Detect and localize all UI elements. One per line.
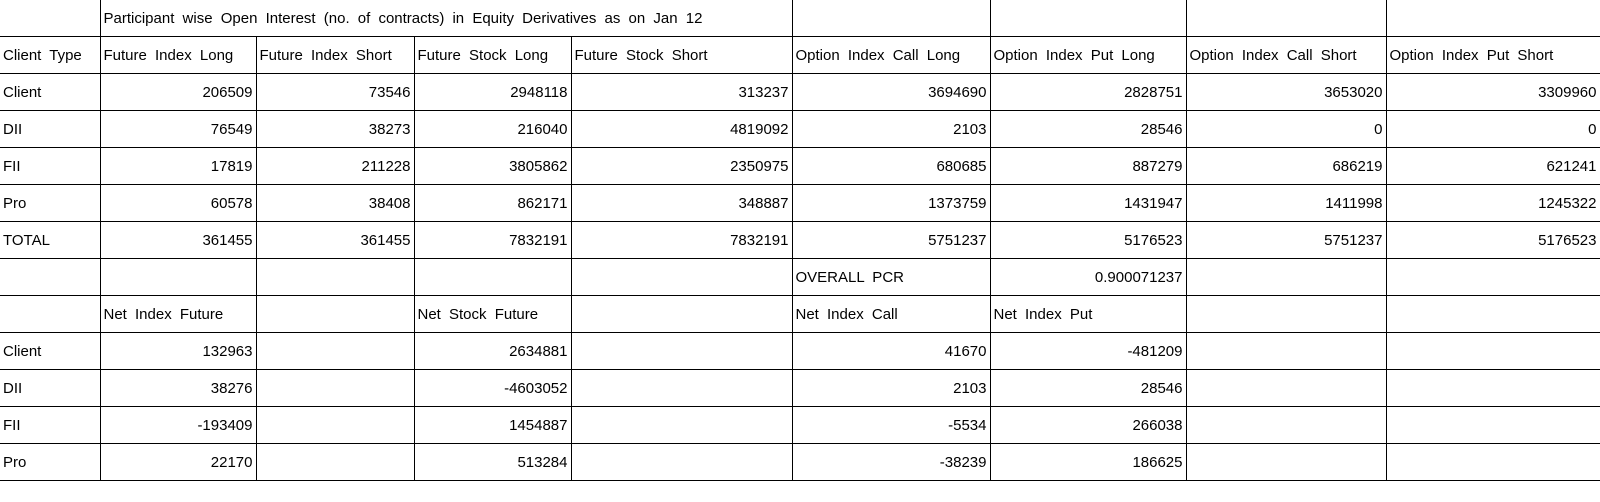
- value-cell: -4603052: [414, 370, 571, 407]
- table-row: [0, 222, 1600, 259]
- net-header-cell: Net Index Call: [792, 296, 990, 333]
- empty-cell: [1186, 370, 1386, 407]
- value-cell: 5751237: [792, 222, 990, 259]
- value-cell: 7832191: [571, 222, 792, 259]
- table-row: [0, 111, 1600, 148]
- value-cell: 2634881: [414, 333, 571, 370]
- empty-cell: [1386, 0, 1600, 37]
- value-cell: 28546: [990, 370, 1186, 407]
- net-header-cell: Net Stock Future: [414, 296, 571, 333]
- empty-cell: [571, 296, 792, 333]
- net-row: [0, 407, 1600, 444]
- value-cell: 680685: [792, 148, 990, 185]
- empty-cell: [100, 259, 256, 296]
- empty-cell: [0, 296, 100, 333]
- value-cell: 266038: [990, 407, 1186, 444]
- value-cell: 361455: [256, 222, 414, 259]
- empty-cell: [256, 407, 414, 444]
- value-cell: 887279: [990, 148, 1186, 185]
- empty-cell: [1386, 370, 1600, 407]
- net-header-row: [0, 296, 1600, 333]
- empty-cell: [0, 259, 100, 296]
- empty-cell: [1386, 259, 1600, 296]
- empty-cell: [256, 444, 414, 481]
- value-cell: 41670: [792, 333, 990, 370]
- value-cell: 76549: [100, 111, 256, 148]
- value-cell: 186625: [990, 444, 1186, 481]
- value-cell: 2103: [792, 370, 990, 407]
- empty-cell: [792, 0, 990, 37]
- table-row: [0, 74, 1600, 111]
- value-cell: 1454887: [414, 407, 571, 444]
- empty-cell: [256, 370, 414, 407]
- row-label: DII: [0, 111, 100, 148]
- empty-cell: [571, 333, 792, 370]
- value-cell: 0: [1186, 111, 1386, 148]
- value-cell: 216040: [414, 111, 571, 148]
- empty-cell: [571, 370, 792, 407]
- value-cell: 3805862: [414, 148, 571, 185]
- row-label: DII: [0, 370, 100, 407]
- header-cell: Option Index Call Short: [1186, 37, 1386, 74]
- value-cell: 2103: [792, 111, 990, 148]
- table-title: Participant wise Open Interest (no. of contracts) in Equity Derivatives as on Jan 12: [100, 0, 792, 37]
- value-cell: 211228: [256, 148, 414, 185]
- value-cell: 73546: [256, 74, 414, 111]
- header-cell: Option Index Put Long: [990, 37, 1186, 74]
- value-cell: 22170: [100, 444, 256, 481]
- empty-cell: [1386, 296, 1600, 333]
- header-cell: Option Index Put Short: [1386, 37, 1600, 74]
- value-cell: 686219: [1186, 148, 1386, 185]
- header-cell: Future Stock Short: [571, 37, 792, 74]
- value-cell: 3653020: [1186, 74, 1386, 111]
- value-cell: 2350975: [571, 148, 792, 185]
- value-cell: 1373759: [792, 185, 990, 222]
- net-row: [0, 333, 1600, 370]
- value-cell: 4819092: [571, 111, 792, 148]
- row-label: Client: [0, 333, 100, 370]
- empty-cell: [1386, 407, 1600, 444]
- value-cell: 38276: [100, 370, 256, 407]
- value-cell: 3309960: [1386, 74, 1600, 111]
- value-cell: 1431947: [990, 185, 1186, 222]
- header-cell: Future Index Long: [100, 37, 256, 74]
- empty-cell: [0, 0, 100, 37]
- empty-cell: [1186, 259, 1386, 296]
- value-cell: 348887: [571, 185, 792, 222]
- value-cell: -481209: [990, 333, 1186, 370]
- header-row: [0, 37, 1600, 74]
- value-cell: 621241: [1386, 148, 1600, 185]
- empty-cell: [1186, 0, 1386, 37]
- empty-cell: [1386, 333, 1600, 370]
- value-cell: -5534: [792, 407, 990, 444]
- value-cell: 60578: [100, 185, 256, 222]
- row-label: FII: [0, 148, 100, 185]
- table-row: [0, 148, 1600, 185]
- value-cell: 0: [1386, 111, 1600, 148]
- table-row: [0, 185, 1600, 222]
- value-cell: 5176523: [1386, 222, 1600, 259]
- value-cell: 5176523: [990, 222, 1186, 259]
- empty-cell: [571, 407, 792, 444]
- row-label: Pro: [0, 444, 100, 481]
- value-cell: 132963: [100, 333, 256, 370]
- value-cell: 5751237: [1186, 222, 1386, 259]
- value-cell: 1245322: [1386, 185, 1600, 222]
- value-cell: 17819: [100, 148, 256, 185]
- row-label: Pro: [0, 185, 100, 222]
- header-cell: Future Stock Long: [414, 37, 571, 74]
- value-cell: 2948118: [414, 74, 571, 111]
- pcr-label: OVERALL PCR: [792, 259, 990, 296]
- empty-cell: [1186, 333, 1386, 370]
- value-cell: 38408: [256, 185, 414, 222]
- header-cell: Option Index Call Long: [792, 37, 990, 74]
- value-cell: -38239: [792, 444, 990, 481]
- empty-cell: [256, 259, 414, 296]
- net-header-cell: Net Index Future: [100, 296, 256, 333]
- empty-cell: [1186, 296, 1386, 333]
- value-cell: 862171: [414, 185, 571, 222]
- value-cell: 361455: [100, 222, 256, 259]
- net-row: [0, 444, 1600, 481]
- empty-cell: [571, 259, 792, 296]
- value-cell: 513284: [414, 444, 571, 481]
- row-label: FII: [0, 407, 100, 444]
- value-cell: 28546: [990, 111, 1186, 148]
- empty-cell: [1386, 444, 1600, 481]
- net-header-cell: Net Index Put: [990, 296, 1186, 333]
- row-label: Client: [0, 74, 100, 111]
- value-cell: 1411998: [1186, 185, 1386, 222]
- empty-cell: [1186, 444, 1386, 481]
- empty-cell: [414, 259, 571, 296]
- value-cell: 38273: [256, 111, 414, 148]
- value-cell: -193409: [100, 407, 256, 444]
- header-cell: Client Type: [0, 37, 100, 74]
- empty-cell: [1186, 407, 1386, 444]
- net-row: [0, 370, 1600, 407]
- empty-cell: [990, 0, 1186, 37]
- value-cell: 7832191: [414, 222, 571, 259]
- value-cell: 3694690: [792, 74, 990, 111]
- title-row: [0, 0, 1600, 37]
- value-cell: 2828751: [990, 74, 1186, 111]
- header-cell: Future Index Short: [256, 37, 414, 74]
- empty-cell: [571, 444, 792, 481]
- value-cell: 206509: [100, 74, 256, 111]
- empty-cell: [256, 296, 414, 333]
- pcr-value: 0.900071237: [990, 259, 1186, 296]
- pcr-row: [0, 259, 1600, 296]
- value-cell: 313237: [571, 74, 792, 111]
- empty-cell: [256, 333, 414, 370]
- row-label: TOTAL: [0, 222, 100, 259]
